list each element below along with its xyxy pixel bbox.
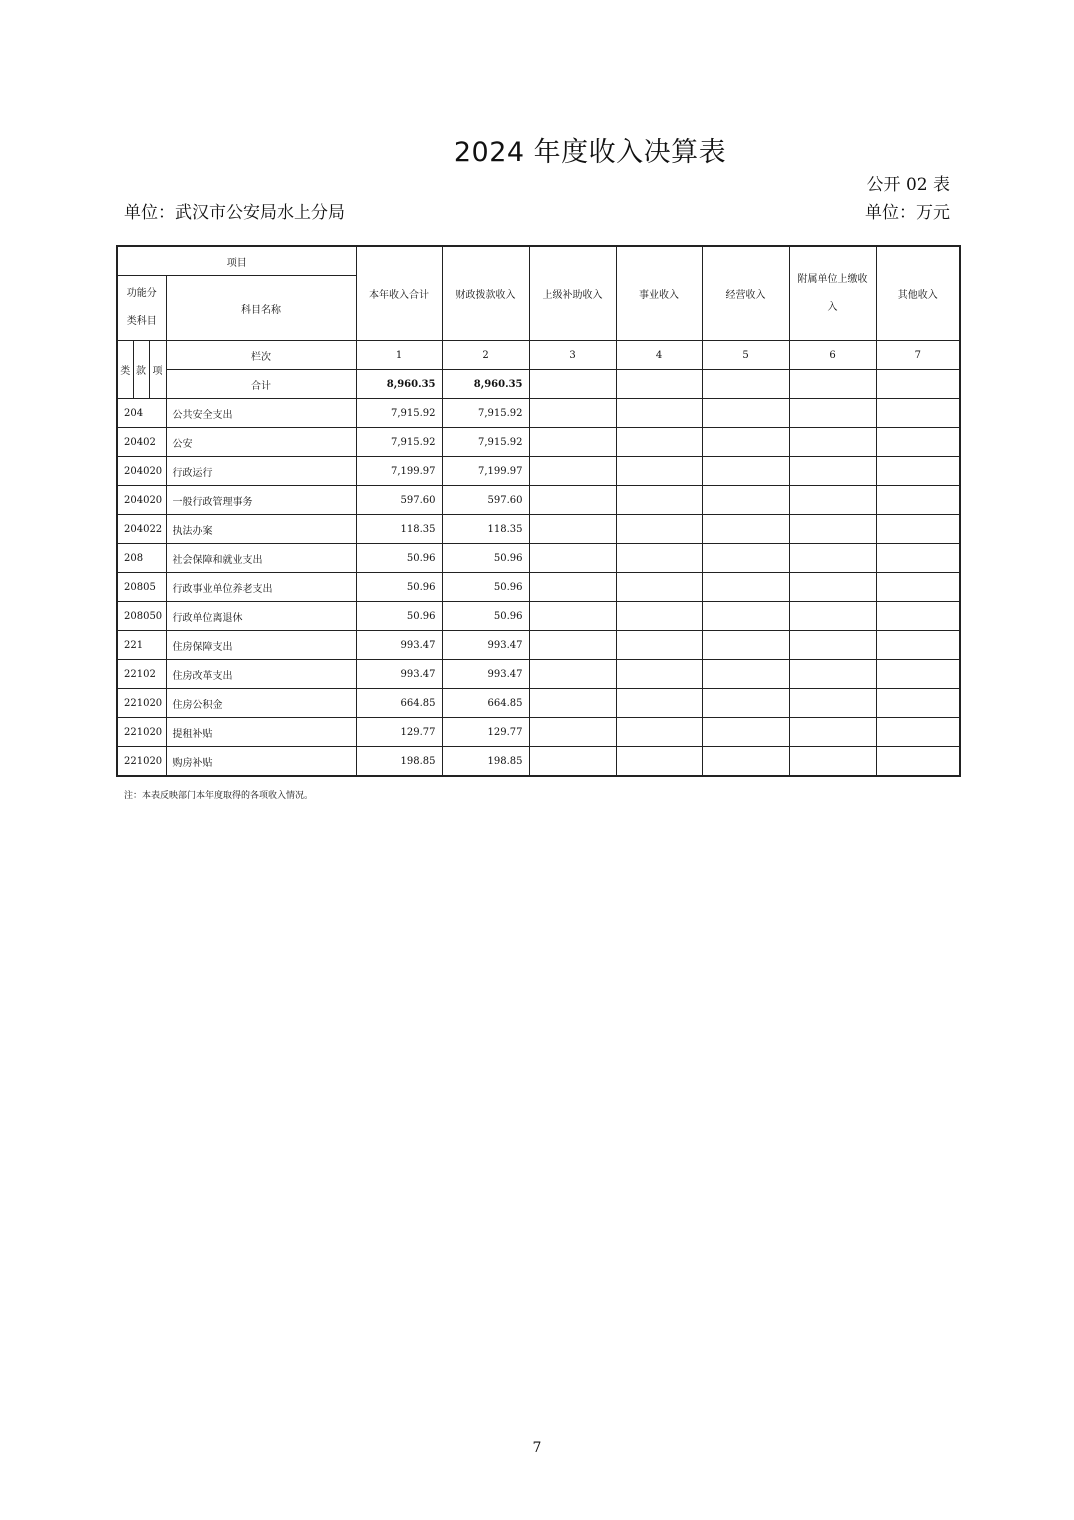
empty-cell [702,631,789,660]
empty-cell [702,399,789,428]
subject-code: 204020 [117,486,166,515]
fiscal-appropriation: 129.77 [442,718,529,747]
table-row [117,660,960,689]
col-number-1: 1 [356,341,442,370]
empty-cell [876,515,960,544]
subject-code: 221020 [117,747,166,777]
col-number-4: 4 [616,341,702,370]
empty-cell [789,428,876,457]
empty-cell [876,660,960,689]
empty-cell [529,486,616,515]
total-income: 50.96 [356,544,442,573]
header-func-class [117,276,166,341]
table-row [117,486,960,515]
table-row [117,573,960,602]
subject-name: 行政事业单位养老支出 [166,573,356,602]
empty-cell [789,660,876,689]
empty-cell [529,602,616,631]
empty-cell [789,457,876,486]
empty-cell [876,573,960,602]
col-number-7: 7 [876,341,960,370]
empty-cell [529,544,616,573]
empty-cell [702,544,789,573]
header-subject-name: 科目名称 [166,276,356,341]
total-income: 198.85 [356,747,442,777]
empty-cell [616,747,702,777]
col-header-6-line2: 入 [827,301,838,313]
total-income: 50.96 [356,602,442,631]
fiscal-appropriation: 597.60 [442,486,529,515]
empty-cell [789,515,876,544]
total-income: 7,199.97 [356,457,442,486]
empty-cell [702,660,789,689]
table-row [117,428,960,457]
empty-cell [529,631,616,660]
empty-cell [529,428,616,457]
empty-cell [616,602,702,631]
header-lanci: 栏次 [166,341,356,370]
col-number-5: 5 [702,341,789,370]
empty-cell [616,573,702,602]
header-lei: 类 [117,341,133,399]
empty-cell [616,689,702,718]
fiscal-appropriation: 50.96 [442,544,529,573]
fiscal-appropriation: 7,915.92 [442,428,529,457]
empty-cell [789,747,876,777]
table-note: 注：本表反映部门本年度取得的各项收入情况。 [124,791,314,801]
empty-cell [789,370,876,399]
empty-cell [876,747,960,777]
subject-code: 20805 [117,573,166,602]
total-income: 129.77 [356,718,442,747]
empty-cell [616,515,702,544]
empty-cell [876,486,960,515]
empty-cell [789,486,876,515]
fiscal-appropriation: 7,199.97 [442,457,529,486]
empty-cell [529,515,616,544]
fiscal-appropriation: 664.85 [442,689,529,718]
currency-unit: 单位：万元 [865,203,950,223]
empty-cell [529,457,616,486]
empty-cell [702,689,789,718]
empty-cell [702,515,789,544]
empty-cell [876,689,960,718]
empty-cell [616,631,702,660]
header-func-class-line1: 功能分 [126,288,157,299]
empty-cell [702,573,789,602]
empty-cell [702,486,789,515]
table-row [117,399,960,428]
header-kuan: 款 [133,341,149,399]
table-row [117,747,960,777]
empty-cell [529,747,616,777]
total-income: 7,915.92 [356,428,442,457]
empty-cell [529,660,616,689]
subject-code: 204 [117,399,166,428]
empty-cell [702,602,789,631]
empty-cell [529,718,616,747]
total-col1: 8,960.35 [356,370,442,399]
empty-cell [616,660,702,689]
subject-code: 221 [117,631,166,660]
empty-cell [876,428,960,457]
col-header-6 [789,246,876,341]
subject-name: 公安 [166,428,356,457]
subject-name: 住房改革支出 [166,660,356,689]
empty-cell [616,486,702,515]
total-income: 664.85 [356,689,442,718]
table-row [117,689,960,718]
subject-name: 购房补贴 [166,747,356,777]
empty-cell [876,602,960,631]
total-col2: 8,960.35 [442,370,529,399]
income-table [116,245,961,777]
subject-name: 执法办案 [166,515,356,544]
empty-cell [876,399,960,428]
subject-name: 行政运行 [166,457,356,486]
subject-code: 20402 [117,428,166,457]
total-row [117,370,960,399]
empty-cell [789,631,876,660]
page-title: 2024 年度收入决算表 [453,137,727,168]
subject-name: 住房保障支出 [166,631,356,660]
empty-cell [616,399,702,428]
subject-name: 社会保障和就业支出 [166,544,356,573]
empty-cell [529,370,616,399]
empty-cell [616,428,702,457]
subject-code: 204020 [117,457,166,486]
empty-cell [702,718,789,747]
total-income: 597.60 [356,486,442,515]
empty-cell [876,370,960,399]
col-header-2: 财政拨款收入 [442,246,529,341]
empty-cell [702,747,789,777]
empty-cell [789,544,876,573]
total-label: 合计 [166,370,356,399]
subject-code: 204022 [117,515,166,544]
empty-cell [876,718,960,747]
table-row [117,457,960,486]
fiscal-appropriation: 993.47 [442,660,529,689]
subject-code: 221020 [117,718,166,747]
empty-cell [789,689,876,718]
empty-cell [876,544,960,573]
subject-code: 22102 [117,660,166,689]
empty-cell [616,718,702,747]
form-number: 公开 02 表 [866,175,950,195]
table-row [117,602,960,631]
col-header-6-line1: 附属单位上缴收 [797,273,868,285]
col-number-6: 6 [789,341,876,370]
table-row [117,718,960,747]
subject-name: 一般行政管理事务 [166,486,356,515]
empty-cell [616,457,702,486]
empty-cell [876,631,960,660]
empty-cell [529,399,616,428]
subject-name: 住房公积金 [166,689,356,718]
col-header-7: 其他收入 [876,246,960,341]
col-header-4: 事业收入 [616,246,702,341]
fiscal-appropriation: 50.96 [442,573,529,602]
total-income: 993.47 [356,660,442,689]
empty-cell [789,399,876,428]
empty-cell [702,457,789,486]
empty-cell [616,370,702,399]
empty-cell [789,718,876,747]
header-func-class-line2: 类科目 [126,316,157,327]
reporting-unit: 单位：武汉市公安局水上分局 [124,203,345,223]
fiscal-appropriation: 118.35 [442,515,529,544]
total-income: 118.35 [356,515,442,544]
header-item: 项目 [117,246,356,276]
table-row [117,515,960,544]
header-xiang: 项 [149,341,166,399]
fiscal-appropriation: 7,915.92 [442,399,529,428]
subject-name: 行政单位离退休 [166,602,356,631]
subject-code: 208 [117,544,166,573]
page-number: 7 [532,1440,542,1456]
empty-cell [789,573,876,602]
empty-cell [529,573,616,602]
fiscal-appropriation: 198.85 [442,747,529,777]
fiscal-appropriation: 993.47 [442,631,529,660]
empty-cell [702,428,789,457]
col-number-2: 2 [442,341,529,370]
table-row [117,631,960,660]
total-income: 993.47 [356,631,442,660]
empty-cell [616,544,702,573]
empty-cell [702,370,789,399]
col-number-3: 3 [529,341,616,370]
fiscal-appropriation: 50.96 [442,602,529,631]
col-header-1: 本年收入合计 [356,246,442,341]
empty-cell [529,689,616,718]
empty-cell [876,457,960,486]
table-row [117,544,960,573]
subject-code: 208050 [117,602,166,631]
total-income: 50.96 [356,573,442,602]
col-header-3: 上级补助收入 [529,246,616,341]
subject-code: 221020 [117,689,166,718]
empty-cell [789,602,876,631]
col-header-5: 经营收入 [702,246,789,341]
total-income: 7,915.92 [356,399,442,428]
subject-name: 公共安全支出 [166,399,356,428]
subject-name: 提租补贴 [166,718,356,747]
